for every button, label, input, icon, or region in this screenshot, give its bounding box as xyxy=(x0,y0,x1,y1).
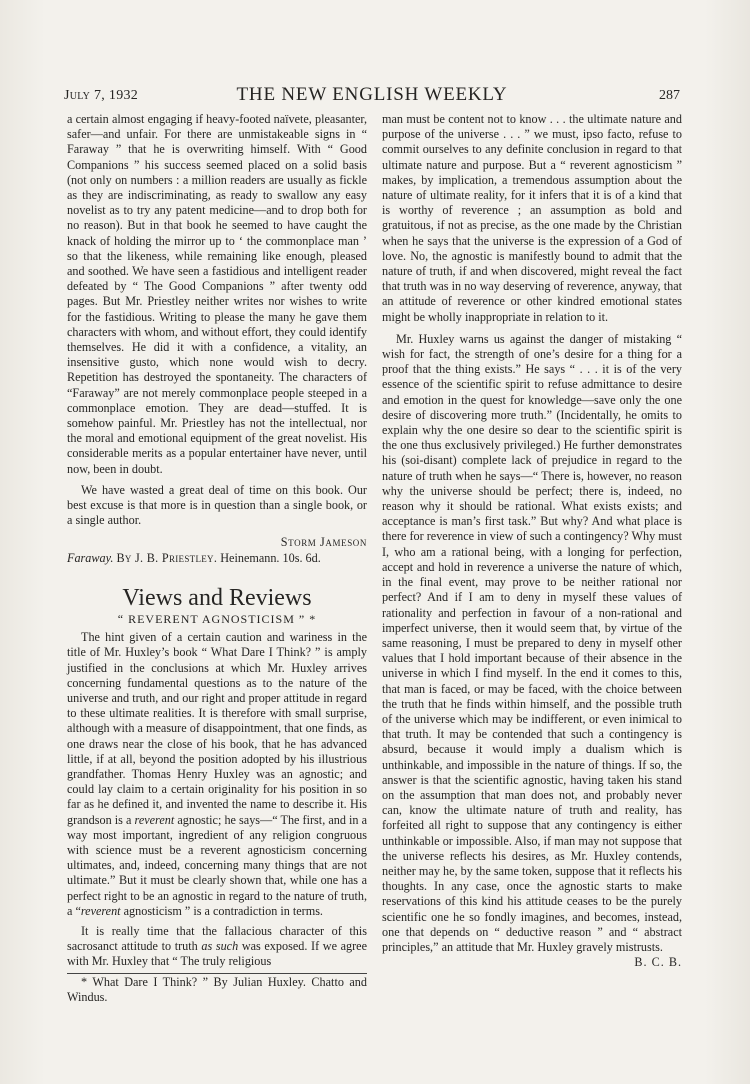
article-text: agnosticism ” is a contradiction in terms. xyxy=(123,903,323,918)
section-subtitle: “ REVERENT AGNOSTICISM ” * xyxy=(117,611,317,626)
book-publisher: Heinemann. 10s. 6d. xyxy=(220,550,321,565)
book-title: Faraway. xyxy=(67,550,114,565)
author-initials: B. C. B. xyxy=(634,955,682,970)
right-column xyxy=(382,112,682,970)
section-title: Views and Reviews xyxy=(122,584,312,611)
publication-title: THE NEW ENGLISH WEEKLY xyxy=(236,84,508,105)
emphasis-text: reverent xyxy=(134,812,175,827)
article-text: It is really time that the fallacious character of this sacrosanct attitude to truth xyxy=(67,923,367,954)
article-paragraph: Mr. Huxley warns us against the danger of mistaking “ wish for fact, the strength of one’s desire for a thing for a proof that the thing exists.” He says “ . . . it is of the very essence of the scientific spirit to refuse admittance to desire and emotion in the quest for knowledge—save only the one desire of discovering more truth.” (Incidentally, he omits to explain why the one desire so dear to the scientific spirit is the one thus exclusively privileged.) He further demonstrates his (soi-disant) complete lack of prejudice in regard to the nature of truth when he says—“ There is, however, no reason why the universe should be perfect; there is, indeed, no reason why it should be rational. What exists exists; and acceptance is man’s first task.” But why? And what place is there for reverence in view of such a contingency? Why must I, who am a rational being, with a longing for perfection, accept and hold in reverence a universe the nature of which, in the final event, may prove to be neither rational nor perfect? And if I am to deny in myself these values of rationality and perfection in favour of a non-rational and imperfect universe, then it would seem that, by virtue of the same reasoning, I must be prepared to deny in myself other values that I hold important because of their absence in the universe in which I find myself. In the end it comes to this, that man is faced, or may be faced, with the choice between the truth that he finds within himself, and the possible truth of the universe which may be indifferent, or even inimical to that truth. It may be contended that such a contingency is absurd, because it would imply a dualism which is unthinkable, and impossible in the nature of things. If so, the answer is that the scientific agnostic, having taken his stand on the assumption that man does not, and probably never can, know the ultimate nature of truth and reality, has forfeited all right to suppose that any contingency is either unthinkable or impossible. Also, if man may not suppose that the universe reflects his desires, as Mr. Huxley contends, neither may he, by the same token, suppose that it reflects his thoughts. In any case, once the agnostic starts to make reservations of this kind his attitude ceases to be the purely scientific one he so fondly imagines, and becomes, instead, one that depends on “ deductive reason ” and “ abstract principles,” an attitude that Mr. Huxley gravely mistrusts. xyxy=(382,331,682,954)
article-paragraph xyxy=(67,630,367,919)
footnote xyxy=(67,973,367,1005)
page-number: 287 xyxy=(659,88,680,103)
book-author: By J. B. Priestley. xyxy=(116,550,218,565)
article-text: agnostic; he says—“ The first, and in a way most important, ingredient of any religion congruous with science must be a reverent agnosticism concerning ultimates, and, indeed, concerning many things that are not ultimate.” But it must be clearly shown that, while one has a perfect right to be an agnostic in regard to the nature of truth, a “ xyxy=(67,812,368,918)
page-header xyxy=(64,84,680,106)
article-text: The hint given of a certain caution and wariness in the title of Mr. Huxley’s book “ What Dare I Think? ” is amply justified in the conclusions at which Mr. Huxley arrives concerning fundamental questions as to the nature of the universe and truth, and our right and proper attitude in regard to these ultimate realities. It is therefore with small surprise, although with a measure of disappointment, that one finds, as one draws near the close of his book, that he has advanced little, if at all, beyond the position adopted by his illustrious grandfather. Thomas Henry Huxley was an agnostic; and could lay claim to a certain originality for his position in so far as he defined it, and invented the name to describe it. His grandson is a xyxy=(67,630,367,827)
review-signature: Storm Jameson xyxy=(280,535,367,550)
article-paragraph xyxy=(67,924,367,970)
book-reference xyxy=(67,551,367,566)
footnote-text: * What Dare I Think? ” By Julian Huxley. Chatto and Windus. xyxy=(67,974,367,1004)
review-paragraph: a certain almost engaging if heavy-footed naïvete, pleasanter, safer—and unfair. For there are unmistakeable signs in “ Faraway ” that he is overwriting himself. With “ Good Companions ” his success seemed placed on a solid basis (not only on numbers : a million readers are usually as fickle as they are indiscriminating, as ready to swallow any easy novelist as to try any patent medicine—and to drop both for no reason). But in that book he seemed to have caught the knack of holding the mirror up to ‘ the commonplace man ’ so that the likeness, while remaining like enough, pleased and soothed. We have seen a fastidious and intelligent reader defeated by “ The Good Companions ” after twenty odd pages. But Mr. Priestley neither writes nor wishes to write for the fastidious. Writing to please the many he gave them characters with whom, and without effort, they could identify themselves. He did it with a confidence, a vitality, an insensitive gusto, which none would wish to decry. Repetition has destroyed the spontaneity. The characters of “Faraway” are not merely commonplace people steeped in a commonplace emotion. They are dead—stuffed. It is somehow painful. Mr. Priestley has not the intellectual, nor the moral and emotional equipment of the great novelist. His considerable merits as a popular entertainer have never, until now, been in doubt. xyxy=(67,112,367,476)
emphasis-text: as such xyxy=(201,939,239,954)
article-text: was exposed. If we agree with Mr. Huxley that “ The truly religious xyxy=(67,939,367,969)
emphasis-text: reverent xyxy=(80,903,121,918)
article-paragraph: man must be content not to know . . . the ultimate nature and purpose of the universe . . . ” we must, ipso facto, refuse to commit ourselves to any definite conclusion in regard to that ultimate nature and purpose. But a “ reverent agnosticism ” makes, by implication, a tremendous assumption about the nature of ultimate reality, for it infers that it is of a kind that is worthy of reverence ; an assumption as bold and gratuitous, if not as precise, as the one made by the Christian when he says that the universe is the expression of a God of love. No, the agnostic is manifestly bound to admit that the nature of truth, if and when discovered, might reveal the fact that truth was in no way deserving of reverence, anyway, that an attitude of reverence or other kindred emotional states might be wholly inappropriate in relation to it. xyxy=(382,112,682,324)
left-column xyxy=(67,112,367,1005)
review-closing-paragraph: We have wasted a great deal of time on this book. Our best excuse is that more is in question than a single book, or a single author. xyxy=(67,482,367,528)
issue-date: July 7, 1932 xyxy=(64,88,139,103)
